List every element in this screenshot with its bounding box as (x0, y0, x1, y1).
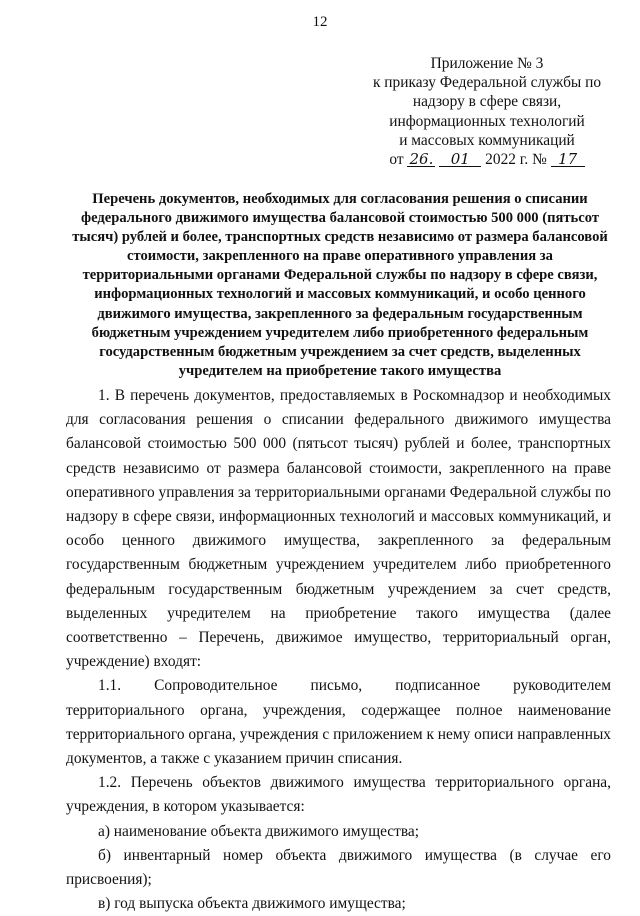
appendix-title: Приложение № 3 (430, 55, 544, 72)
date-prefix: от (389, 151, 404, 169)
paragraph: 1.1. Сопроводительное письмо, подписанное руководителем территориального органа, учреждения, содержащее полное наименование территориального органа, учреждения с приложением к нему описи направленных документов, а также с указанием причин списания. (66, 677, 611, 768)
paragraph: 1. В перечень документов, предоставляемых в Роскомнадзор и необходимых для согласования решения о списании федерального движимого имущества балансовой стоимостью 500 000 (пятьсот тысяч) рублей и более, транспортных средств независимо от размера балансовой стоимости, закрепленного на праве оперативного управления за территориальными органами Федеральной службы по надзору в сфере связи, информационных технологий и массовых коммуникаций, и особо ценного движимого имущества, закрепленного за федеральным государственным бюджетным учреждением учредителем либо приобретенного федеральным государственным бюджетным учреждением за счет средств, выделенных учредителем на приобретение такого имущества (далее соответственно – Перечень, движимое имущество, территориальный орган, учреждение) входят: (66, 387, 611, 671)
page-number: 12 (312, 14, 328, 30)
appendix-authority-line: и массовых коммуникаций (399, 131, 575, 149)
handwritten-order-number: 17 (551, 152, 585, 167)
document-title: Перечень документов, необходимых для согласования решения о списании федерального движимого имущества балансовой стоимостью 500 000 (пятьсот тысяч) рублей и более, транспортных средств независимо от размера балансовой стоимости, закрепленного на праве оперативного управления за территориальными органами Федеральной службы по надзору в сфере связи, информационных технологий и массовых коммуникаций, и особо ценного движимого имущества, закрепленного за федеральным государственным бюджетным учреждением учредителем либо приобретенного федеральным государственным бюджетным учреждением за счет средств, выделенных учредителем на приобретение такого имущества (72, 191, 608, 379)
appendix-date-line (362, 150, 612, 169)
handwritten-day: 26. (407, 152, 435, 167)
paragraph: 1.2. Перечень объектов движимого имущества территориального органа, учреждения, в котором указывается: (66, 774, 611, 816)
paragraph: б) инвентарный номер объекта движимого имущества (в случае его присвоения); (66, 846, 611, 889)
appendix-header (362, 54, 612, 169)
date-year: 2022 г. № (485, 151, 547, 169)
paragraph: а) наименование объекта движимого имущества; (98, 822, 420, 840)
appendix-order-line: к приказу Федеральной службы по (372, 74, 602, 92)
document-body (66, 384, 611, 916)
appendix-authority-line: надзору в сфере связи, (412, 93, 562, 111)
paragraph: в) год выпуска объекта движимого имущества; (98, 895, 406, 913)
appendix-authority-line: информационных технологий (389, 112, 585, 130)
handwritten-month: 01 (439, 152, 481, 167)
